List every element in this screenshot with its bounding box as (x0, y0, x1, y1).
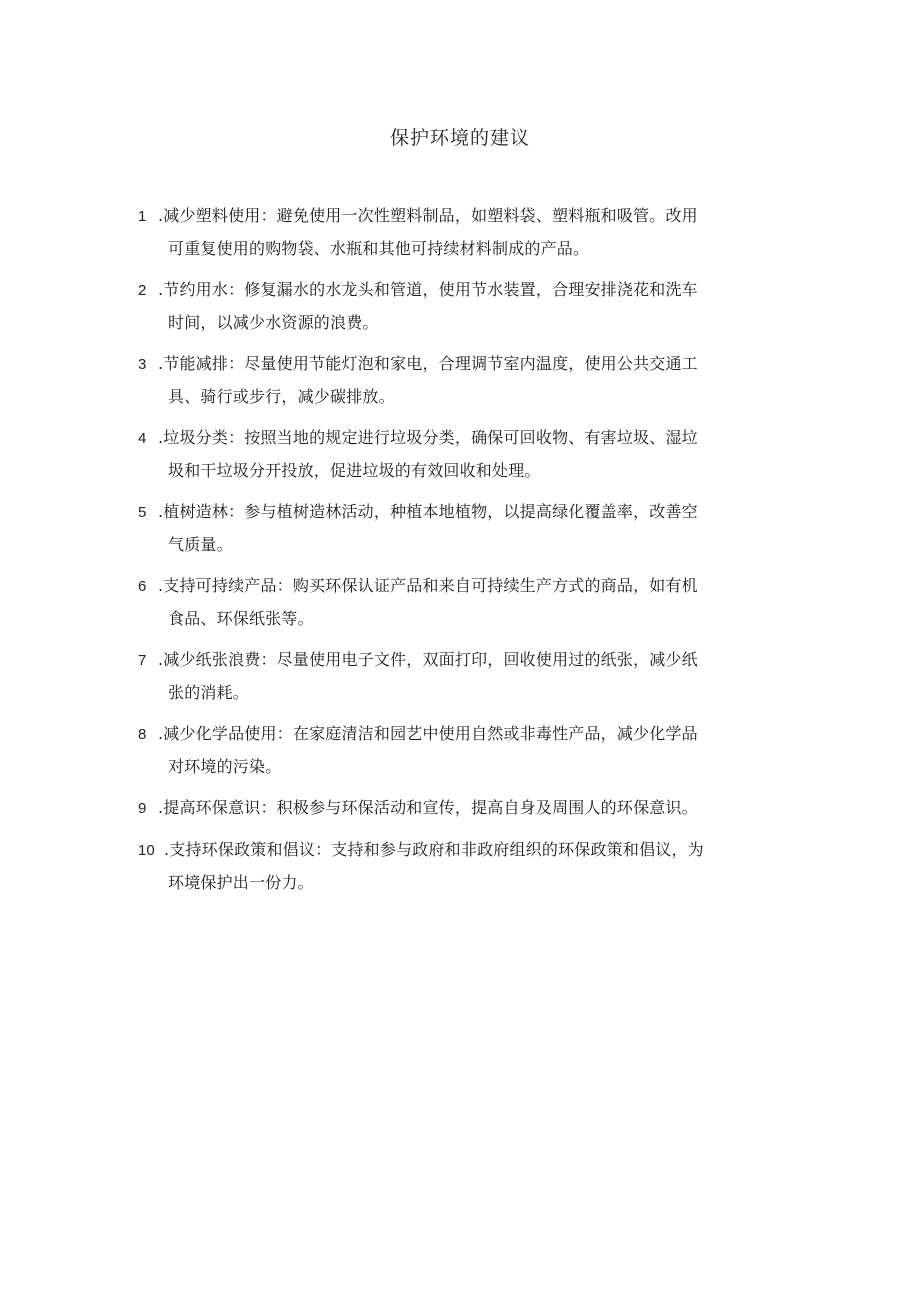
list-item (138, 792, 798, 825)
item-number: 6 (138, 578, 147, 595)
item-number: 5 (138, 504, 147, 521)
item-text-continued: 食品、环保纸张等。 (168, 609, 314, 628)
item-text: .减少化学品使用：在家庭清洁和园艺中使用自然或非毒性产品，减少化学品 (158, 724, 698, 743)
item-text-continued: 对环境的污染。 (168, 757, 282, 776)
item-text-continued: 具、骑行或步行，减少碳排放。 (168, 387, 395, 406)
item-number: 4 (138, 430, 147, 447)
item-text: .节约用水：修复漏水的水龙头和管道，使用节水装置，合理安排浇花和洗车 (158, 280, 698, 299)
item-text: .提高环保意识：积极参与环保活动和宣传，提高自身及周围人的环保意识。 (158, 798, 698, 817)
item-text: .支持可持续产品：购买环保认证产品和来自可持续生产方式的商品，如有机 (158, 576, 698, 595)
list-item (138, 718, 798, 783)
item-text-continued: 圾和干垃圾分开投放，促进垃圾的有效回收和处理。 (168, 461, 541, 480)
suggestion-list (138, 200, 798, 908)
list-item (138, 348, 798, 413)
item-number: 3 (138, 356, 147, 373)
item-text-continued: 时间，以减少水资源的浪费。 (168, 313, 379, 332)
list-item (138, 570, 798, 635)
item-number: 1 (138, 208, 147, 225)
item-text-continued: 环境保护出一份力。 (168, 873, 314, 892)
list-item (138, 422, 798, 487)
item-text: .减少纸张浪费：尽量使用电子文件，双面打印，回收使用过的纸张，减少纸 (158, 650, 698, 669)
item-number: 7 (138, 652, 147, 669)
page-title: 保护环境的建议 (389, 127, 530, 149)
item-text-continued: 可重复使用的购物袋、水瓶和其他可持续材料制成的产品。 (168, 239, 590, 258)
item-text: .节能减排：尽量使用节能灯泡和家电，合理调节室内温度，使用公共交通工 (158, 354, 698, 373)
item-number: 2 (138, 282, 147, 299)
item-text: .支持环保政策和倡议：支持和参与政府和非政府组织的环保政策和倡议，为 (164, 840, 704, 859)
item-text: .减少塑料使用：避免使用一次性塑料制品，如塑料袋、塑料瓶和吸管。改用 (158, 206, 698, 225)
item-text-continued: 气质量。 (168, 535, 233, 554)
item-text-continued: 张的消耗。 (168, 683, 250, 702)
list-item (138, 834, 798, 899)
list-item (138, 274, 798, 339)
item-text: .垃圾分类：按照当地的规定进行垃圾分类，确保可回收物、有害垃圾、湿垃 (158, 428, 698, 447)
item-number: 8 (138, 726, 147, 743)
item-text: .植树造林：参与植树造林活动，种植本地植物，以提高绿化覆盖率，改善空 (158, 502, 698, 521)
list-item (138, 496, 798, 561)
item-number: 10 (138, 842, 155, 859)
item-number: 9 (138, 800, 147, 817)
list-item (138, 644, 798, 709)
list-item (138, 200, 798, 265)
